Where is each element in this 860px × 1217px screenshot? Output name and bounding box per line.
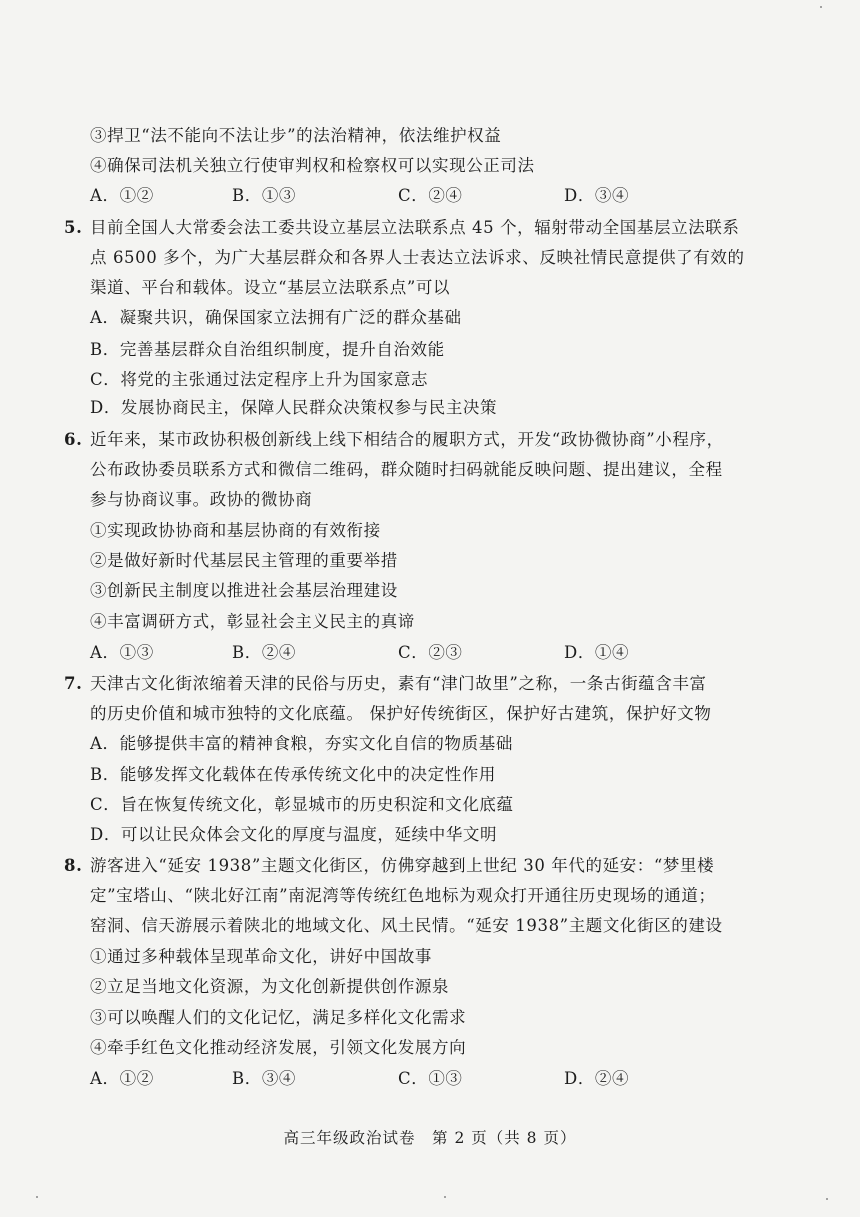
question-7-option-b: B．能够发挥文化载体在传承传统文化中的决定性作用 xyxy=(90,765,497,784)
prev-question-option-c: C．②④ xyxy=(398,186,463,205)
question-6-item-1: ①实现政协协商和基层协商的有效衔接 xyxy=(90,521,381,540)
question-8-option-d: D．②④ xyxy=(564,1069,630,1088)
prev-question-item-3: ③捍卫“法不能向不法让步”的法治精神，依法维护权益 xyxy=(90,126,502,145)
question-5-option-d: D．发展协商民主，保障人民群众决策权参与民主决策 xyxy=(90,398,498,417)
question-6-option-a: A．①③ xyxy=(90,643,154,662)
question-5-option-b: B．完善基层群众自治组织制度，提升自治效能 xyxy=(90,340,445,359)
page-footer: 高三年级政治试卷 第 2 页（共 8 页） xyxy=(283,1129,577,1147)
question-8-item-2: ②立足当地文化资源，为文化创新提供创作源泉 xyxy=(90,977,450,996)
question-6-option-d: D．①④ xyxy=(564,643,630,662)
question-6-stem-line-1: 近年来，某市政协积极创新线上线下相结合的履职方式，开发“政协微协商”小程序， xyxy=(90,430,724,449)
scan-speck xyxy=(820,6,822,8)
question-5-stem-line-2: 点 6500 多个，为广大基层群众和各界人士表达立法诉求、反映社情民意提供了有效的 xyxy=(90,248,745,267)
question-6-number: 6. xyxy=(64,430,83,449)
question-8-option-c: C．①③ xyxy=(398,1069,463,1088)
question-7-stem-line-1: 天津古文化街浓缩着天津的民俗与历史，素有“津门故里”之称，一条古街蕴含丰富 xyxy=(90,674,707,693)
question-8-option-a: A．①② xyxy=(90,1069,154,1088)
question-7-option-a: A．能够提供丰富的精神食粮，夯实文化自信的物质基础 xyxy=(90,734,513,753)
question-6-item-4: ④丰富调研方式，彰显社会主义民主的真谛 xyxy=(90,612,415,631)
question-7-number: 7. xyxy=(64,674,83,693)
scan-speck xyxy=(826,1198,828,1200)
question-6-stem-line-2: 公布政协委员联系方式和微信二维码，群众随时扫码就能反映问题、提出建议，全程 xyxy=(90,460,723,479)
question-6-stem-line-3: 参与协商议事。政协的微协商 xyxy=(90,490,313,509)
question-5-option-c: C．将党的主张通过法定程序上升为国家意志 xyxy=(90,370,429,389)
question-8-item-4: ④牵手红色文化推动经济发展，引领文化发展方向 xyxy=(90,1038,467,1057)
question-8-option-b: B．③④ xyxy=(232,1069,297,1088)
prev-question-item-4: ④确保司法机关独立行使审判权和检察权可以实现公正司法 xyxy=(90,156,535,175)
question-8-stem-line-1: 游客进入“延安 1938”主题文化街区，仿佛穿越到上世纪 30 年代的延安：“梦里楼 xyxy=(90,856,715,875)
question-7-option-c: C．旨在恢复传统文化，彰显城市的历史积淀和文化底蕴 xyxy=(90,795,514,814)
question-6-option-c: C．②③ xyxy=(398,643,463,662)
question-5-option-a: A．凝聚共识，确保国家立法拥有广泛的群众基础 xyxy=(90,308,462,327)
question-8-number: 8. xyxy=(64,856,83,875)
question-5-stem-line-3: 渠道、平台和载体。设立“基层立法联系点”可以 xyxy=(90,278,451,297)
question-8-item-3: ③可以唤醒人们的文化记忆，满足多样化文化需求 xyxy=(90,1008,467,1027)
question-5-number: 5. xyxy=(64,218,83,237)
prev-question-option-d: D．③④ xyxy=(564,186,630,205)
scan-speck xyxy=(444,1196,446,1198)
question-8-stem-line-3: 窑洞、信天游展示着陕北的地域文化、风土民情。“延安 1938”主题文化街区的建设 xyxy=(90,916,723,935)
question-5-stem-line-1: 目前全国人大常委会法工委共设立基层立法联系点 45 个，辐射带动全国基层立法联系 xyxy=(90,218,740,237)
scan-speck xyxy=(36,1196,38,1198)
question-7-stem-line-2: 的历史价值和城市独特的文化底蕴。 保护好传统街区，保护好古建筑，保护好文物 xyxy=(90,704,712,723)
question-6-option-b: B．②④ xyxy=(232,643,297,662)
question-8-stem-line-2: 定”宝塔山、“陕北好江南”南泥湾等传统红色地标为观众打开通往历史现场的通道； xyxy=(90,886,716,905)
question-7-option-d: D．可以让民众体会文化的厚度与温度，延续中华文明 xyxy=(90,825,498,844)
prev-question-option-b: B．①③ xyxy=(232,186,297,205)
prev-question-option-a: A．①② xyxy=(90,186,154,205)
question-8-item-1: ①通过多种载体呈现革命文化，讲好中国故事 xyxy=(90,947,432,966)
question-6-item-2: ②是做好新时代基层民主管理的重要举措 xyxy=(90,551,398,570)
question-6-item-3: ③创新民主制度以推进社会基层治理建设 xyxy=(90,581,398,600)
